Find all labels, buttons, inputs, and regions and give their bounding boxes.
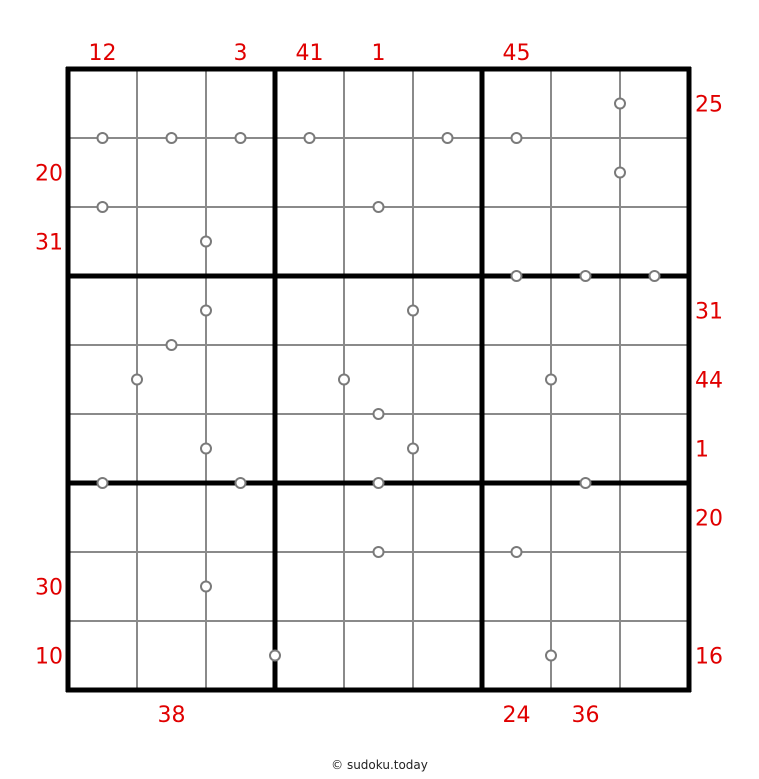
cell-r7c3[interactable]: [206, 483, 275, 552]
kropki-dot: [374, 202, 384, 212]
cell-r7c1[interactable]: [68, 483, 137, 552]
top-clue: 3: [233, 41, 248, 66]
left-clue: 30: [35, 575, 63, 601]
kropki-dot: [408, 444, 418, 454]
cell-r1c3[interactable]: [206, 69, 275, 138]
kropki-dot: [374, 478, 384, 488]
kropki-dot: [650, 271, 660, 281]
cell-r5c8[interactable]: [551, 345, 620, 414]
cell-r9c1[interactable]: [68, 621, 137, 690]
cell-r9c3[interactable]: [206, 621, 275, 690]
kropki-dot: [615, 168, 625, 178]
right-clue: 25: [695, 92, 723, 118]
cell-r6c4[interactable]: [275, 414, 344, 483]
cell-r9c2[interactable]: [137, 621, 206, 690]
cell-r3c8[interactable]: [551, 207, 620, 276]
kropki-dot: [167, 133, 177, 143]
cell-r7c9[interactable]: [620, 483, 689, 552]
cell-r8c2[interactable]: [137, 552, 206, 621]
bottom-clue: 36: [571, 703, 600, 728]
cell-r2c5[interactable]: [344, 138, 413, 207]
kropki-dot: [546, 651, 556, 661]
cell-r1c2[interactable]: [137, 69, 206, 138]
cell-r1c4[interactable]: [275, 69, 344, 138]
cell-r7c5[interactable]: [344, 483, 413, 552]
kropki-dot: [443, 133, 453, 143]
kropki-dot: [408, 306, 418, 316]
kropki-dot: [339, 375, 349, 385]
cell-r3c1[interactable]: [68, 207, 137, 276]
kropki-dot: [236, 478, 246, 488]
cell-r5c3[interactable]: [206, 345, 275, 414]
kropki-dot: [512, 133, 522, 143]
cell-r6c2[interactable]: [137, 414, 206, 483]
cell-r3c3[interactable]: [206, 207, 275, 276]
cell-r2c3[interactable]: [206, 138, 275, 207]
kropki-dot: [546, 375, 556, 385]
cell-r3c4[interactable]: [275, 207, 344, 276]
cell-r1c8[interactable]: [551, 69, 620, 138]
cell-r3c2[interactable]: [137, 207, 206, 276]
right-clue: 1: [695, 437, 709, 463]
cell-r1c1[interactable]: [68, 69, 137, 138]
cell-r8c6[interactable]: [413, 552, 482, 621]
cell-r1c6[interactable]: [413, 69, 482, 138]
cell-r8c4[interactable]: [275, 552, 344, 621]
kropki-dot: [98, 133, 108, 143]
cell-r6c9[interactable]: [620, 414, 689, 483]
cell-r9c6[interactable]: [413, 621, 482, 690]
bottom-clue: 24: [502, 703, 531, 728]
cell-r5c2[interactable]: [137, 345, 206, 414]
top-clue: 41: [295, 41, 324, 66]
right-clue: 44: [695, 368, 723, 394]
kropki-dot: [374, 409, 384, 419]
cell-r2c2[interactable]: [137, 138, 206, 207]
cell-r6c3[interactable]: [206, 414, 275, 483]
kropki-dot: [98, 478, 108, 488]
cell-r3c7[interactable]: [482, 207, 551, 276]
cell-r1c7[interactable]: [482, 69, 551, 138]
cell-r8c7[interactable]: [482, 552, 551, 621]
kropki-dot: [201, 444, 211, 454]
kropki-dot: [615, 99, 625, 109]
cell-r8c8[interactable]: [551, 552, 620, 621]
cell-r6c7[interactable]: [482, 414, 551, 483]
cell-r3c5[interactable]: [344, 207, 413, 276]
grid-cells: [68, 69, 689, 690]
cell-r4c6[interactable]: [413, 276, 482, 345]
kropki-dot: [167, 340, 177, 350]
cell-r9c4[interactable]: [275, 621, 344, 690]
cell-r9c7[interactable]: [482, 621, 551, 690]
cell-r4c8[interactable]: [551, 276, 620, 345]
cell-r8c1[interactable]: [68, 552, 137, 621]
cell-r3c9[interactable]: [620, 207, 689, 276]
right-clue: 20: [695, 506, 723, 532]
right-clue: 31: [695, 299, 723, 325]
cell-r9c5[interactable]: [344, 621, 413, 690]
cell-r1c5[interactable]: [344, 69, 413, 138]
cell-r2c7[interactable]: [482, 138, 551, 207]
cell-r9c9[interactable]: [620, 621, 689, 690]
cell-r4c7[interactable]: [482, 276, 551, 345]
kropki-dot: [98, 202, 108, 212]
kropki-dot: [581, 271, 591, 281]
kropki-dot: [581, 478, 591, 488]
cell-r5c1[interactable]: [68, 345, 137, 414]
top-clue: 12: [88, 41, 117, 66]
cell-r4c1[interactable]: [68, 276, 137, 345]
cell-r3c6[interactable]: [413, 207, 482, 276]
cell-r6c6[interactable]: [413, 414, 482, 483]
cell-r5c9[interactable]: [620, 345, 689, 414]
kropki-dot: [201, 582, 211, 592]
cell-r6c1[interactable]: [68, 414, 137, 483]
left-clue: 20: [35, 161, 63, 187]
cell-r1c9[interactable]: [620, 69, 689, 138]
cell-r4c3[interactable]: [206, 276, 275, 345]
left-clue: 10: [35, 644, 63, 670]
cell-r6c8[interactable]: [551, 414, 620, 483]
top-clue: 45: [502, 41, 531, 66]
kropki-dot: [132, 375, 142, 385]
kropki-dot: [236, 133, 246, 143]
cell-r2c6[interactable]: [413, 138, 482, 207]
right-clue: 16: [695, 644, 723, 670]
cell-r7c4[interactable]: [275, 483, 344, 552]
top-clue: 1: [371, 41, 386, 66]
kropki-dot: [305, 133, 315, 143]
copyright-notice: © sudoku.today: [331, 758, 428, 772]
cell-r2c8[interactable]: [551, 138, 620, 207]
cell-r4c5[interactable]: [344, 276, 413, 345]
kropki-dot: [270, 651, 280, 661]
kropki-dot: [374, 547, 384, 557]
cell-r7c2[interactable]: [137, 483, 206, 552]
bottom-clue: 38: [157, 703, 186, 728]
kropki-dot: [201, 306, 211, 316]
cell-r4c2[interactable]: [137, 276, 206, 345]
cell-r8c3[interactable]: [206, 552, 275, 621]
cell-r5c6[interactable]: [413, 345, 482, 414]
cell-r8c9[interactable]: [620, 552, 689, 621]
cell-r5c5[interactable]: [344, 345, 413, 414]
cell-r4c9[interactable]: [620, 276, 689, 345]
kropki-dot: [201, 237, 211, 247]
cell-r2c1[interactable]: [68, 138, 137, 207]
cell-r6c5[interactable]: [344, 414, 413, 483]
kropki-dot: [512, 271, 522, 281]
cell-r7c7[interactable]: [482, 483, 551, 552]
cell-r9c8[interactable]: [551, 621, 620, 690]
cell-r8c5[interactable]: [344, 552, 413, 621]
kropki-dot: [512, 547, 522, 557]
left-clue: 31: [35, 230, 63, 256]
cell-r7c8[interactable]: [551, 483, 620, 552]
cell-r5c4[interactable]: [275, 345, 344, 414]
cell-r2c9[interactable]: [620, 138, 689, 207]
cell-r7c6[interactable]: [413, 483, 482, 552]
cell-r4c4[interactable]: [275, 276, 344, 345]
cell-r5c7[interactable]: [482, 345, 551, 414]
cell-r2c4[interactable]: [275, 138, 344, 207]
